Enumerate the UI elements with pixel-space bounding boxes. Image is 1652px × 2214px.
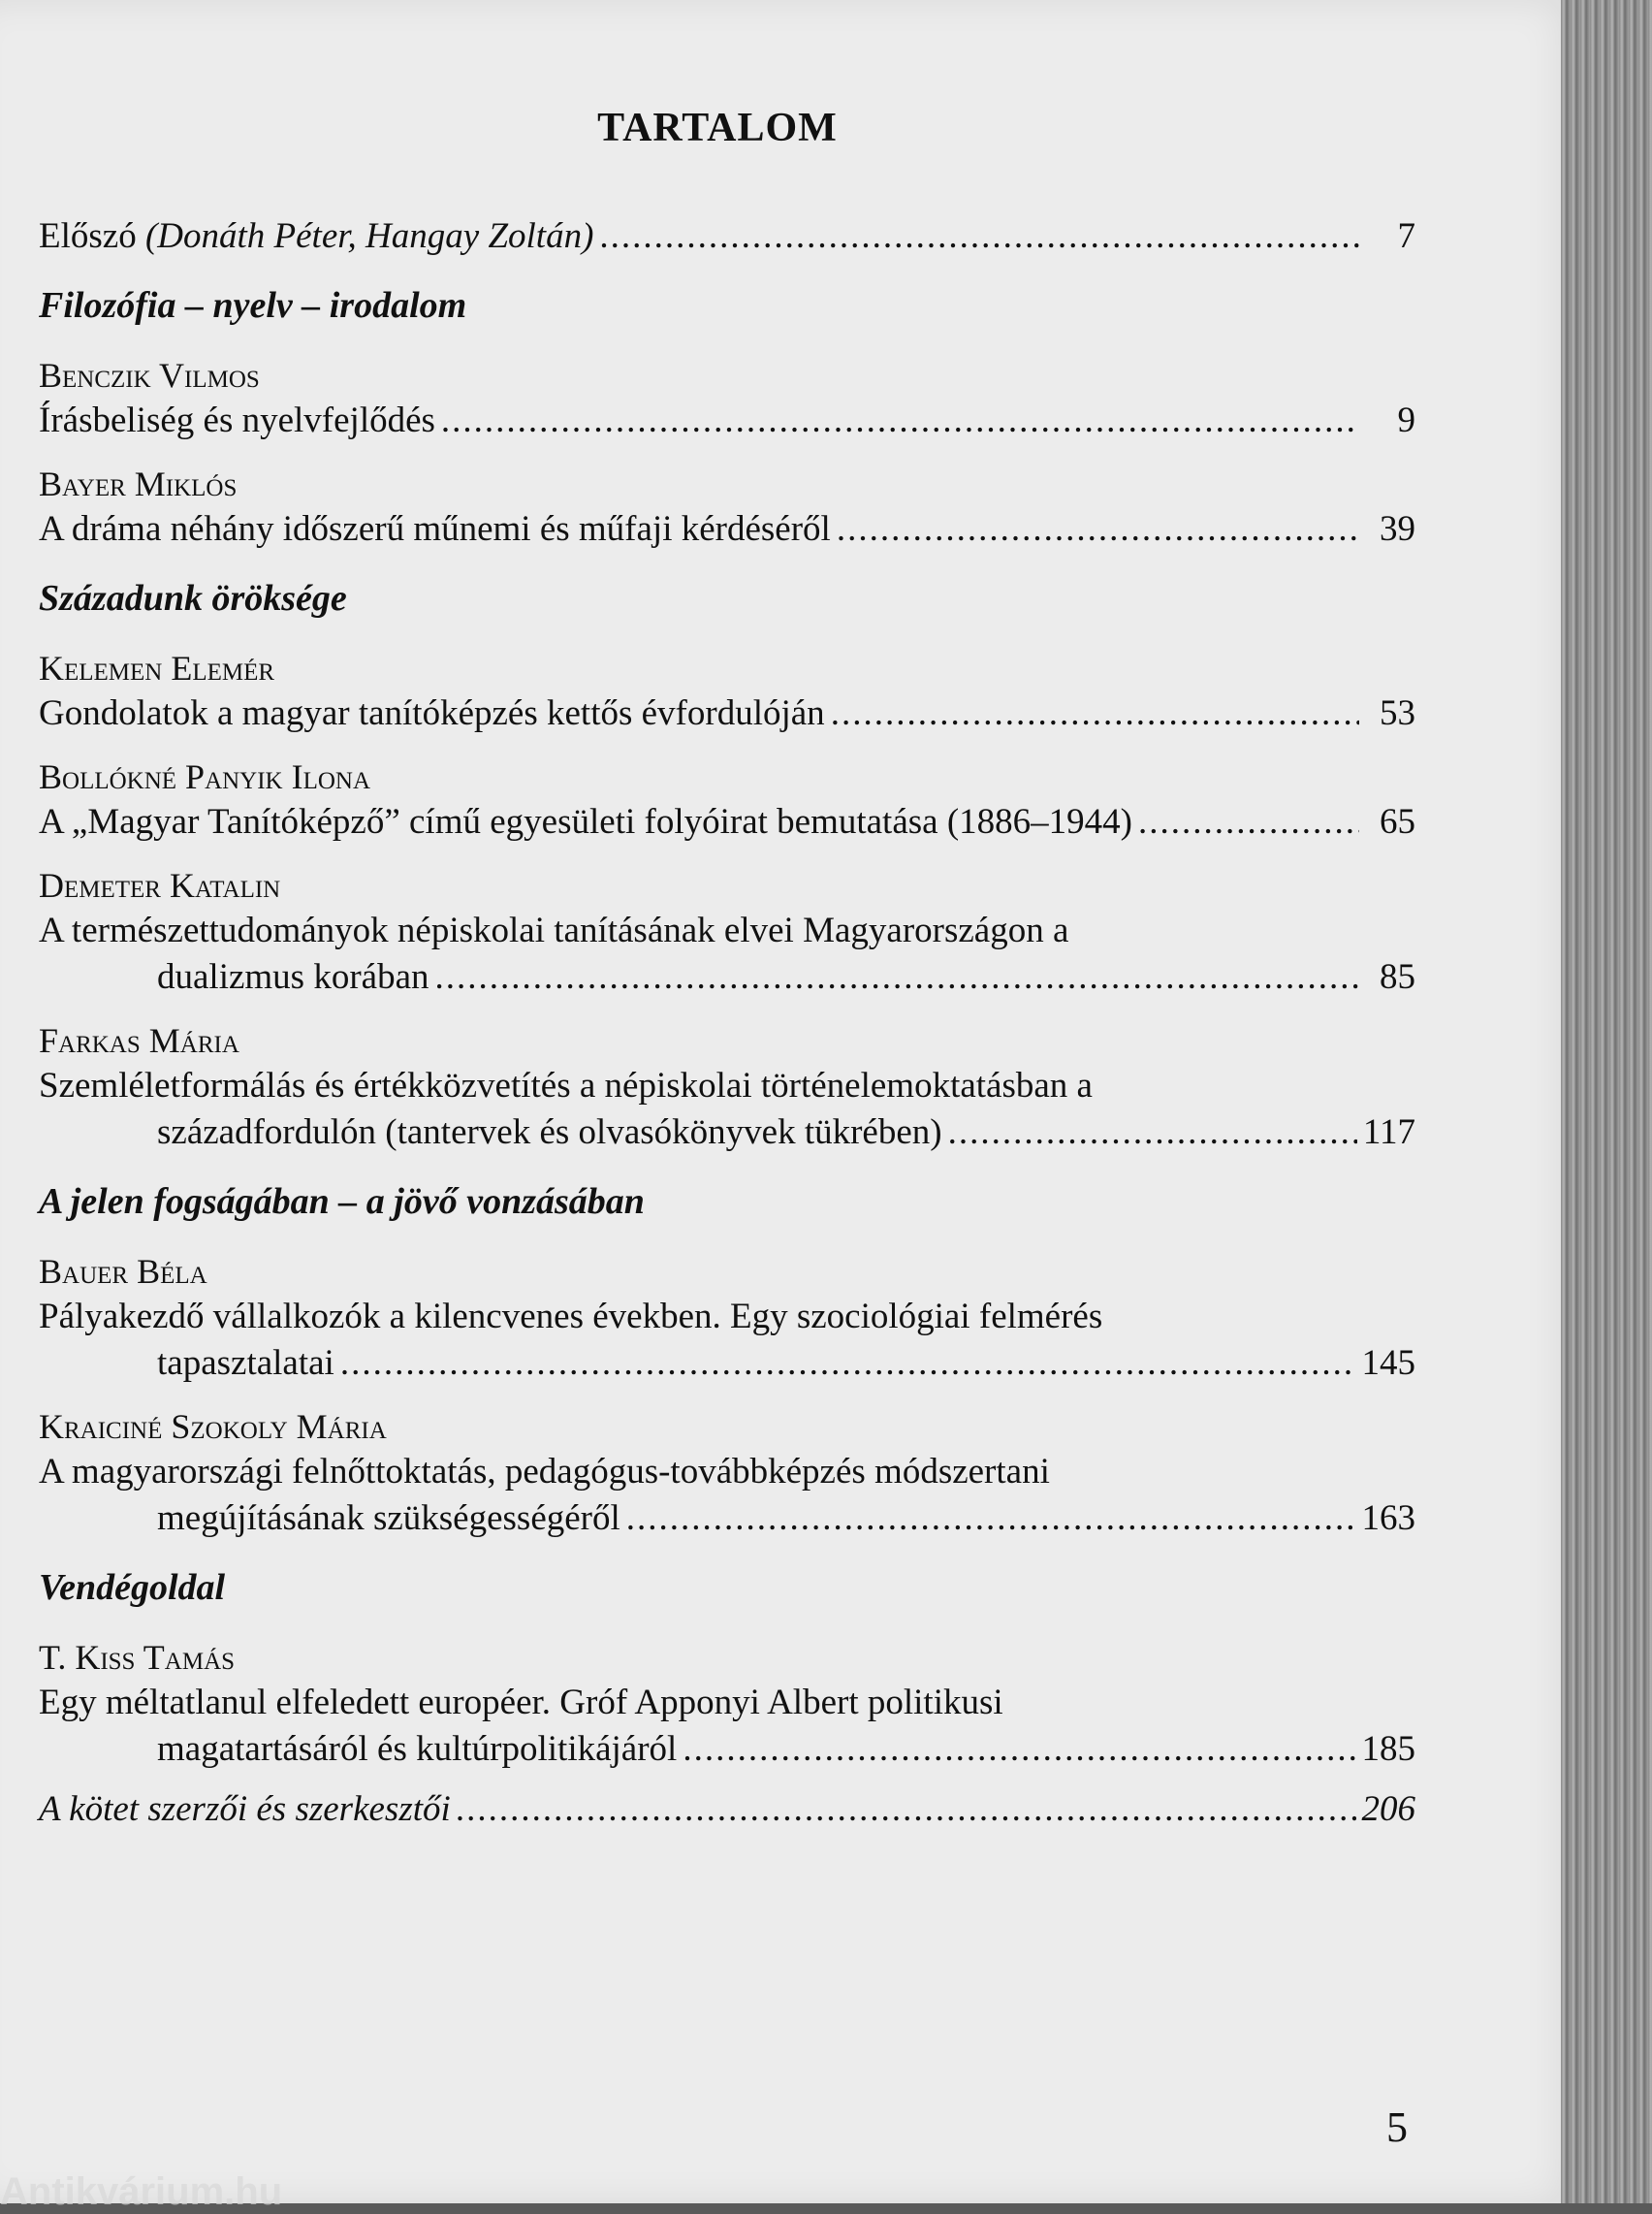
table-of-contents — [39, 213, 1415, 1833]
toc-entry — [39, 1018, 1415, 1156]
page-ref: 163 — [1361, 1498, 1415, 1538]
entry-title-line: Egy méltatlanul elfeledett européer. Gróf Apponyi Albert politikusi — [39, 1683, 1003, 1722]
entry-title-line — [39, 398, 1415, 444]
entry-title-line — [39, 1340, 1415, 1387]
toc-entry — [39, 1249, 1415, 1387]
section-title: Vendégoldal — [39, 1567, 226, 1608]
closing-label: A kötet szerzői és szerkesztői — [39, 1789, 451, 1829]
entry-author: Demeter Katalin — [39, 866, 281, 905]
entry-title-line — [39, 506, 1415, 553]
entry-title-text: magatartásáról és kultúrpolitikájáról — [157, 1729, 678, 1769]
entry-author: Bauer Béla — [39, 1252, 207, 1291]
leader-dots — [441, 398, 1359, 444]
toc-closing-line — [39, 1786, 1415, 1833]
entry-title-text: A dráma néhány időszerű műnemi és műfaji kérdéséről — [39, 509, 831, 549]
foreword-label: Előszó — [39, 216, 137, 256]
section-title: Filozófia – nyelv – irodalom — [39, 285, 467, 326]
leader-dots — [599, 213, 1359, 260]
entry-author: Benczik Vilmos — [39, 356, 260, 395]
entry-author: Kraiciné Szokoly Mária — [39, 1407, 387, 1446]
entry-title-text: A „Magyar Tanítóképző” című egyesületi folyóirat bemutatása (1886–1944) — [39, 802, 1132, 842]
watermark: Antikvárium.hu — [0, 2170, 283, 2213]
entry-title-line — [39, 799, 1415, 846]
page-edge — [1561, 0, 1652, 2203]
entry-title-line — [39, 954, 1415, 1001]
entry-title-line — [39, 1495, 1415, 1542]
toc-entry — [39, 754, 1415, 846]
toc-entry — [39, 1404, 1415, 1542]
entry-author: T. Kiss Tamás — [39, 1638, 236, 1677]
page-ref: 7 — [1397, 216, 1415, 256]
toc-sections — [39, 281, 1415, 1773]
leader-dots — [831, 690, 1359, 737]
entry-author: Bollókné Panyik Ilona — [39, 757, 371, 796]
entry-title-line — [39, 1726, 1415, 1773]
toc-entry — [39, 353, 1415, 444]
leader-dots — [435, 954, 1360, 1001]
leader-dots — [340, 1340, 1356, 1387]
leader-dots — [837, 506, 1359, 553]
leader-dots — [457, 1786, 1356, 1833]
leader-dots — [948, 1109, 1357, 1156]
entry-title-text: dualizmus korában — [157, 957, 429, 997]
section-title: Századunk öröksége — [39, 578, 347, 619]
page-ref: 65 — [1380, 802, 1415, 842]
entry-title-text: Gondolatok a magyar tanítóképzés kettős évfordulóján — [39, 693, 825, 733]
toc-entry — [39, 863, 1415, 1001]
page-ref: 117 — [1362, 1112, 1415, 1152]
entry-title-text: századfordulón (tantervek és olvasókönyvek tükrében) — [157, 1112, 942, 1152]
entry-title-line: A magyarországi felnőttoktatás, pedagógus-továbbképzés módszertani — [39, 1452, 1050, 1492]
entry-title-line: A természettudományok népiskolai tanításának elvei Magyarországon a — [39, 911, 1069, 950]
entry-title-line — [39, 1109, 1415, 1156]
entry-title-line: Szemléletformálás és értékközvetítés a népiskolai történelemoktatásban a — [39, 1066, 1093, 1106]
page-ref: 206 — [1361, 1789, 1415, 1829]
section-title: A jelen fogságában – a jövő vonzásában — [39, 1181, 645, 1222]
entry-author: Kelemen Elemér — [39, 649, 275, 688]
leader-dots — [683, 1726, 1355, 1773]
page-number: 5 — [1386, 2103, 1408, 2151]
entry-title-line — [39, 690, 1415, 737]
page-ref: 53 — [1380, 693, 1415, 733]
entry-title-text: megújításának szükségességéről — [157, 1498, 620, 1538]
entry-author: Bayer Miklós — [39, 465, 238, 503]
leader-dots — [1138, 799, 1359, 846]
toc-entry — [39, 646, 1415, 737]
entry-title-text: Írásbeliség és nyelvfejlődés — [39, 401, 435, 440]
leader-dots — [626, 1495, 1356, 1542]
entry-title-line: Pályakezdő vállalkozók a kilencvenes években. Egy szociológiai felmérés — [39, 1297, 1103, 1336]
page-ref: 145 — [1361, 1343, 1415, 1383]
toc-entry — [39, 462, 1415, 553]
toc-closing — [39, 1786, 1415, 1833]
page-ref: 185 — [1361, 1729, 1415, 1769]
page-ref: 85 — [1380, 957, 1415, 997]
page-ref: 9 — [1397, 401, 1415, 440]
toc-foreword — [39, 213, 1415, 260]
toc-entry — [39, 1635, 1415, 1773]
page-ref: 39 — [1380, 509, 1415, 549]
toc-title: TARTALOM — [597, 106, 838, 150]
foreword-editors: (Donáth Péter, Hangay Zoltán) — [144, 216, 594, 256]
entry-author: Farkas Mária — [39, 1021, 239, 1060]
entry-title-text: tapasztalatai — [157, 1343, 334, 1383]
